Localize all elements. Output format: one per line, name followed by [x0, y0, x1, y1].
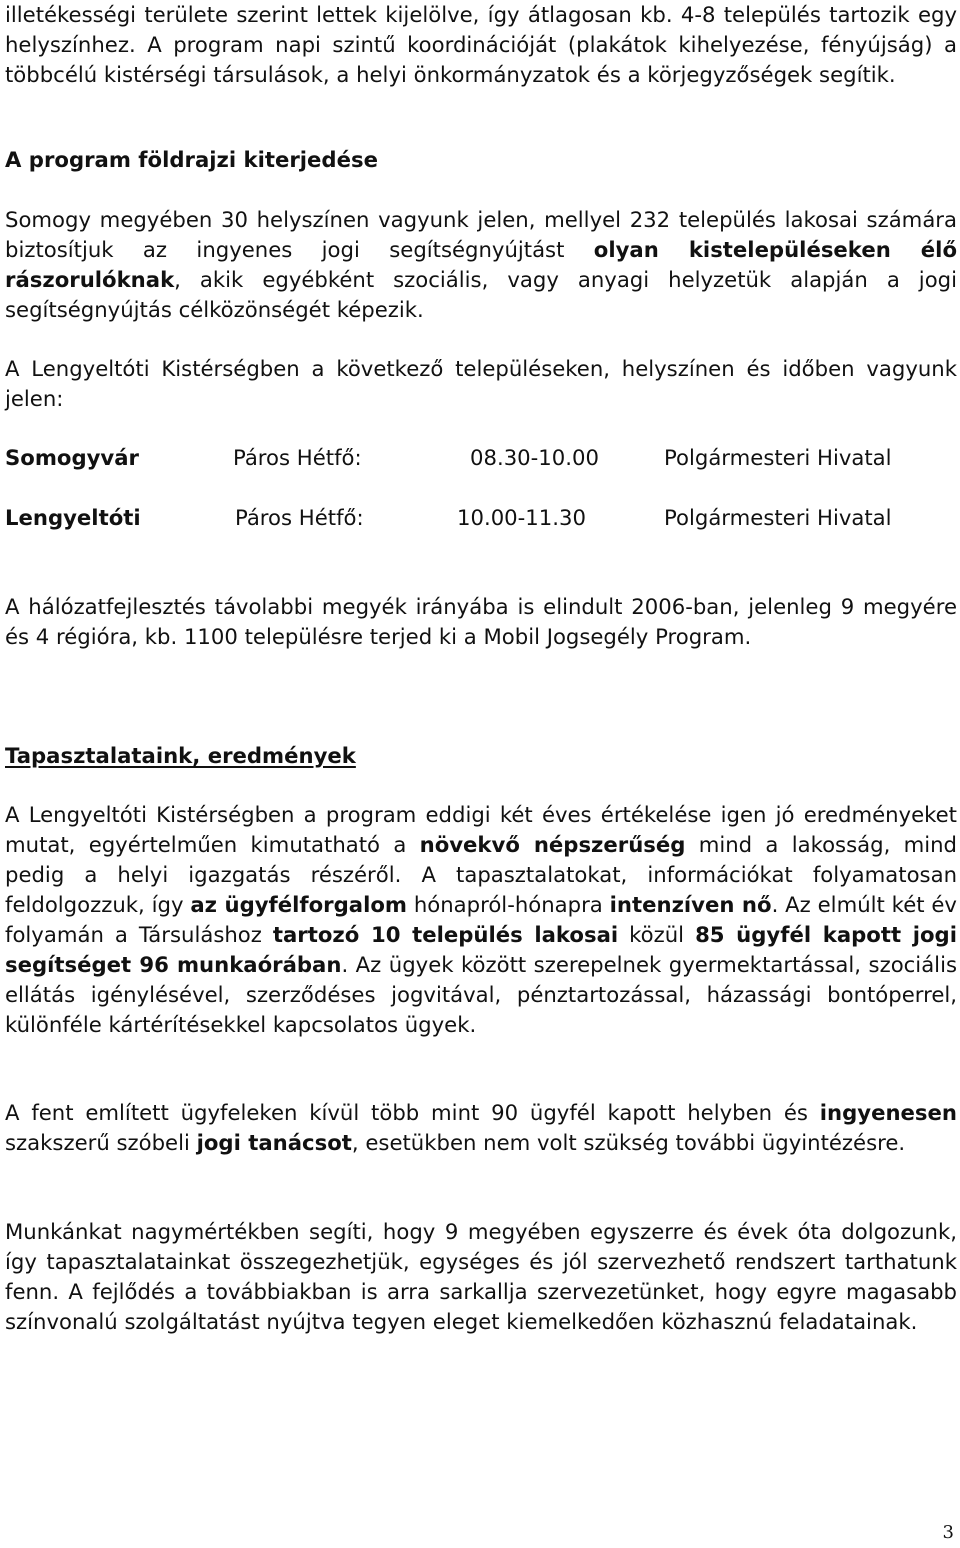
- schedule-place: Lengyeltóti: [5, 505, 141, 530]
- schedule-location: Polgármesteri Hivatal: [664, 505, 892, 530]
- free-advice-paragraph: A fent említett ügyfeleken kívül több mint 90 ügyfél kapott helyben és ingyenesen szakszerű szóbeli jogi tanácsot, esetükben nem volt szükség további ügyintézésre.: [5, 1100, 957, 1155]
- geography-paragraph: Somogy megyében 30 helyszínen vagyunk jelen, mellyel 232 település lakosai számára biztosítjuk az ingyenes jogi segítségnyújtást olyan kistelepüléseken élő rászorulóknak, akik egyébként szociális, vagy anyagi helyzetük alapján a jogi segítségnyújtás célközönségét képezik.: [5, 207, 957, 322]
- page-number: 3: [942, 1522, 954, 1543]
- section-heading-geography: A program földrajzi kiterjedése: [5, 147, 378, 172]
- schedule-place: Somogyvár: [5, 445, 139, 470]
- schedule-time: 08.30-10.00: [470, 445, 599, 470]
- presence-intro-paragraph: A Lengyeltóti Kistérségben a következő településeken, helyszínen és időben vagyunk jelen:: [5, 356, 957, 411]
- results-paragraph: A Lengyeltóti Kistérségben a program eddigi két éves értékelése igen jó eredményeket mutat, egyértelműen kimutatható a növekvő népszerűség mind a lakosság, mind pedig a helyi igazgatás részéről. A tapasztalatokat, információkat folyamatosan feldolgozzuk, így az ügyfélforgalom hónapról-hónapra intenzíven nő. Az elmúlt két év folyamán a Társuláshoz tartozó 10 település lakosai közül 85 ügyfél kapott jogi segítséget 96 munkaórában. Az ügyek között szerepelnek gyermektartással, szociális ellátás igénylésével, szerződéses jogvitával, pénztartozással, házassági bontóperrel, különféle kártérítésekkel kapcsolatos ügyek.: [5, 802, 957, 1037]
- network-paragraph: A hálózatfejlesztés távolabbi megyék irányába is elindult 2006-ban, jelenleg 9 megyére és 4 régióra, kb. 1100 településre terjed ki a Mobil Jogsegély Program.: [5, 594, 957, 649]
- schedule-row: [5, 503, 957, 533]
- schedule-location: Polgármesteri Hivatal: [664, 445, 892, 470]
- closing-paragraph: Munkánkat nagymértékben segíti, hogy 9 megyében egyszerre és évek óta dolgozunk, így tapasztalatainkat összegezhetjük, egységes és jól szervezhető rendszert tarthatunk fenn. A fejlődés a továbbiakban is arra sarkallja szervezetünket, hogy egyre magasabb színvonalú szolgáltatást nyújtva tegyen eleget kiemelkedően közhasznú feladatainak.: [5, 1219, 957, 1334]
- schedule-row: [5, 443, 957, 473]
- schedule-day: Páros Hétfő:: [235, 505, 364, 530]
- section-heading-results: Tapasztalataink, eredmények: [5, 743, 356, 768]
- schedule-day: Páros Hétfő:: [233, 445, 362, 470]
- schedule-time: 10.00-11.30: [457, 505, 586, 530]
- intro-paragraph: illetékességi területe szerint lettek kijelölve, így átlagosan kb. 4-8 település tartozik egy helyszínhez. A program napi szintű koordinációját (plakátok kihelyezése, fényújság) a többcélú kistérségi társulások, a helyi önkormányzatok és a körjegyzőségek segítik.: [5, 2, 957, 87]
